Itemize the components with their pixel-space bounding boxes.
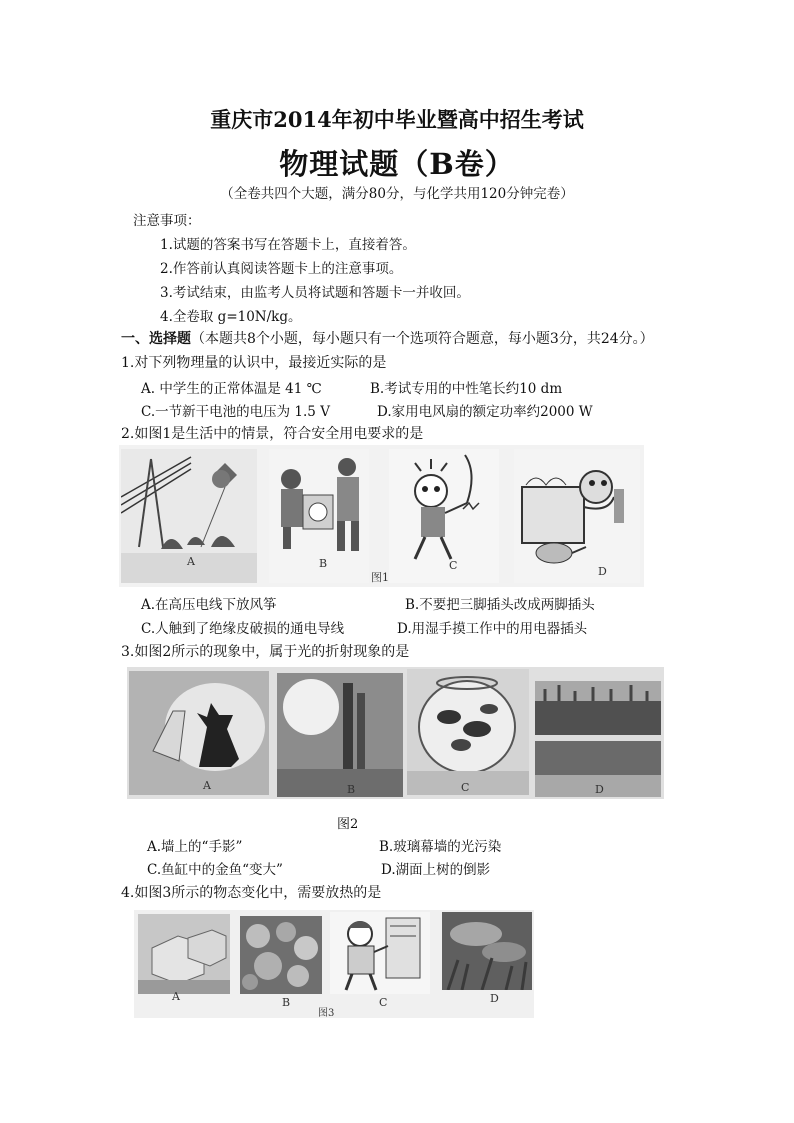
exam-info: （全卷共四个大题，满分80分，与化学共用120分钟完卷） [220, 186, 574, 202]
figure-3-pic-c [330, 912, 430, 994]
note-item: 2.作答前认真阅读答题卡上的注意事项。 [160, 261, 403, 277]
q2-option-c: C.人触到了绝缘皮破损的通电导线 [141, 621, 345, 637]
section-desc: （本题共8个小题，每小题只有一个选项符合题意，每小题3分，共24分。） [191, 331, 654, 347]
note-item: 3.考试结束，由监考人员将试题和答题卡一并收回。 [160, 285, 470, 301]
pic-label: D [490, 992, 499, 1005]
q3-option-c: C.鱼缸中的金鱼“变大” [147, 862, 283, 878]
figure-3-pic-d [442, 912, 532, 990]
pic-label: C [449, 559, 458, 572]
pic-label: A [187, 555, 195, 568]
note-item: 1.试题的答案书写在答题卡上，直接着答。 [160, 237, 416, 253]
notes-heading: 注意事项： [133, 213, 201, 229]
q1-option-c: C.一节新干电池的电压为 1.5 V [141, 404, 330, 420]
figure-1-pic-c [389, 449, 499, 583]
figure-1-pic-d [514, 449, 640, 583]
pic-label: C [461, 781, 470, 794]
figure-3-pic-a [138, 914, 230, 994]
pic-label: A [172, 990, 180, 1003]
q3-option-d: D.湖面上树的倒影 [381, 862, 491, 878]
q3-option-a: A.墙上的“手影” [147, 839, 243, 855]
figure-2-pic-d [535, 681, 661, 797]
question-4-stem: 4.如图3所示的物态变化中，需要放热的是 [121, 885, 382, 901]
q2-option-d: D.用湿手摸工作中的用电器插头 [397, 621, 588, 637]
pic-label: D [595, 783, 604, 796]
figure-2-pic-a [129, 671, 269, 795]
q1-option-b: B.考试专用的中性笔长约10 dm [370, 381, 563, 397]
figure-3-pic-b [240, 916, 322, 994]
figure-3 [134, 910, 534, 1018]
pic-label: A [203, 779, 211, 792]
q1-option-a: A. 中学生的正常体温是 41 ℃ [141, 381, 322, 397]
q2-option-b: B.不要把三脚插头改成两脚插头 [405, 597, 595, 613]
section-heading [121, 328, 654, 348]
figure-1-caption: 图1 [371, 571, 389, 584]
figure-2 [127, 667, 664, 799]
question-2-stem: 2.如图1是生活中的情景，符合安全用电要求的是 [121, 426, 424, 442]
figure-1-pic-a [121, 449, 257, 583]
figure-2-caption: 图2 [337, 817, 359, 832]
figure-3-caption: 图3 [318, 1008, 335, 1018]
figure-1-pic-b [269, 449, 369, 583]
note-item: 4.全卷取 g=10N/kg。 [160, 309, 302, 325]
exam-title: 重庆市2014年初中毕业暨高中招生考试 [210, 107, 584, 132]
figure-1 [119, 445, 644, 587]
figure-2-pic-b [277, 673, 403, 797]
section-label: 一、选择题 [121, 331, 191, 347]
question-3-stem: 3.如图2所示的现象中，属于光的折射现象的是 [121, 644, 410, 660]
pic-label: D [598, 565, 607, 578]
paper-subtitle: 物理试题（B卷） [279, 147, 515, 181]
q3-option-b: B.玻璃幕墙的光污染 [379, 839, 502, 855]
q1-option-d: D.家用电风扇的额定功率约2000 W [377, 404, 593, 420]
pic-label: B [347, 783, 356, 796]
pic-label: C [379, 996, 388, 1009]
figure-2-pic-c [407, 669, 529, 795]
question-1-stem: 1.对下列物理量的认识中，最接近实际的是 [121, 355, 387, 371]
q2-option-a: A.在高压电线下放风筝 [141, 597, 277, 613]
pic-label: B [319, 557, 328, 570]
pic-label: B [282, 996, 291, 1009]
